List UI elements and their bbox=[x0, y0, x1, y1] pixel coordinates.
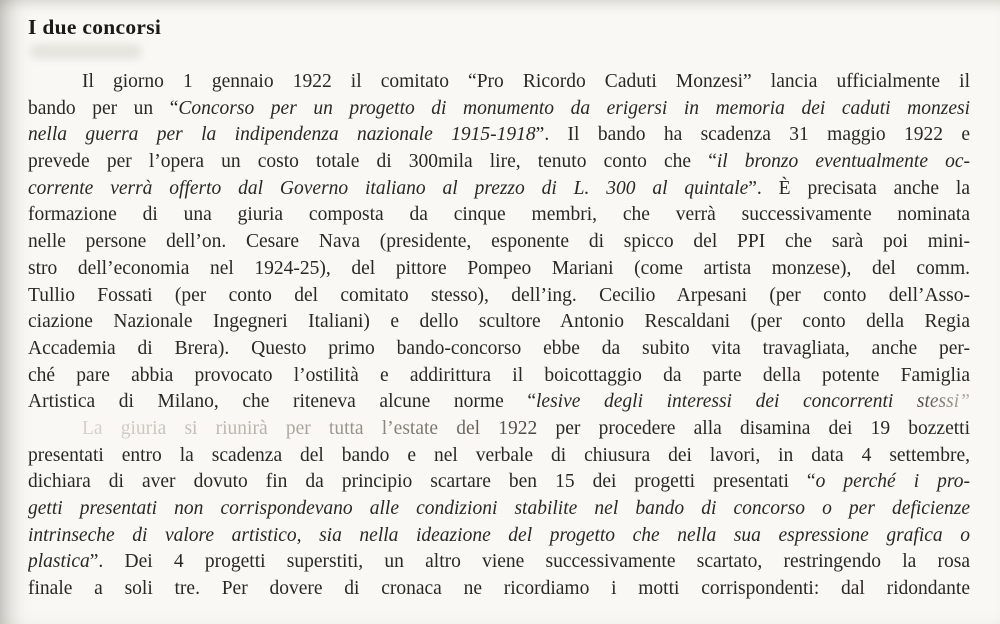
text-line bbox=[28, 336, 970, 363]
text-line bbox=[28, 176, 970, 203]
text-line bbox=[28, 309, 970, 336]
text-segment: Il giorno 1 gennaio 1922 il comitato “Pro Ricordo Caduti Monzesi” lancia ufficialmente il bbox=[82, 71, 970, 92]
text-line bbox=[28, 469, 970, 496]
text-line bbox=[28, 96, 970, 123]
faded-text-segment: La giuria si riunirà per tutta l’estate del 1922 bbox=[82, 417, 538, 439]
text-line bbox=[28, 549, 970, 576]
italic-text-segment: il bronzo eventualmente oc- bbox=[716, 151, 970, 173]
text-line bbox=[28, 496, 970, 523]
text-segment: ”. Dei 4 progetti superstiti, un altro viene successivamente scartato, restringendo la rosa bbox=[89, 551, 970, 573]
text-segment: dichiara di aver dovuto fin da principio scartare ben 15 dei progetti presentati “ bbox=[28, 471, 816, 493]
text-segment: bando per un “ bbox=[28, 97, 179, 119]
italic-text-segment: nella guerra per la indipendenza nazionale 1915-1918 bbox=[28, 124, 536, 146]
text-segment: ciazione Nazionale Ingegneri Italiani) e dello scultore Antonio Rescaldani (per conto della Regia bbox=[28, 311, 970, 333]
text-segment: formazione di una giuria composta da cinque membri, che verrà successivamente nominata bbox=[28, 204, 970, 226]
text-line bbox=[28, 283, 970, 310]
text-segment: ché pare abbia provocato l’ostilità e addirittura il boicottaggio da parte della potente Famiglia bbox=[28, 364, 970, 386]
text-segment: per procedere alla disamina dei 19 bozzetti bbox=[537, 417, 970, 439]
text-segment: presentati entro la scadenza del bando e nel verbale di chiusura dei lavori, in data 4 settembre, bbox=[28, 444, 970, 466]
text-segment: stro dell’economia nel 1924-25), del pittore Pompeo Mariani (come artista monzese), del comm. bbox=[28, 257, 970, 279]
text-segment: Artistica di Milano, che riteneva alcune norme “ bbox=[28, 391, 537, 413]
italic-text-segment: getti presentati non corrispondevano alle condizioni stabilite nel bando di concorso o per deficienze bbox=[28, 498, 970, 519]
ink-showthrough-smudge bbox=[30, 44, 142, 59]
text-line bbox=[28, 229, 970, 256]
text-line bbox=[28, 523, 970, 550]
text-line bbox=[28, 389, 970, 416]
paragraphs-container bbox=[28, 69, 970, 603]
text-segment: prevede per l’opera un costo totale di 300mila lire, tenuto conto che “ bbox=[28, 151, 717, 173]
text-line bbox=[28, 256, 970, 283]
italic-text-segment: o perché i pro- bbox=[815, 471, 970, 493]
italic-text-segment: lesive degli interessi dei concorrenti bbox=[536, 391, 917, 413]
text-line bbox=[28, 576, 970, 603]
text-segment: nelle persone dell’on. Cesare Nava (presidente, esponente di spicco del PPI che sarà poi mini- bbox=[28, 231, 970, 253]
text-line bbox=[28, 122, 970, 149]
faded-text-segment: stessi” bbox=[916, 391, 970, 413]
text-line bbox=[28, 443, 970, 470]
text-segment: Accademia di Brera). Questo primo bando-concorso ebbe da subito vita travagliata, anche per- bbox=[28, 337, 970, 359]
text-segment: ”. Il bando ha scadenza 31 maggio 1922 e bbox=[535, 124, 970, 146]
italic-text-segment: intrinseche di valore artistico, sia nella ideazione del progetto che nella sua espressione grafica o bbox=[28, 524, 970, 546]
text-segment: Tullio Fossati (per conto del comitato stesso), dell’ing. Cecilio Arpesani (per conto dell’Asso- bbox=[28, 284, 970, 306]
text-segment: ”. È precisata anche la bbox=[748, 177, 970, 199]
text-line bbox=[28, 69, 970, 96]
text-line bbox=[28, 416, 970, 443]
section-title: I due concorsi bbox=[28, 15, 162, 39]
italic-text-segment: Concorso per un progetto di monumento da erigersi in memoria dei caduti monzesi bbox=[178, 97, 970, 119]
text-line bbox=[28, 202, 970, 229]
text-segment: finale a soli tre. Per dovere di cronaca ne ricordiamo i motti corrispondenti: dal ridondante bbox=[28, 578, 970, 600]
text-line bbox=[28, 149, 970, 176]
italic-text-segment: corrente verrà offerto dal Governo italiano al prezzo di L. 300 al quintale bbox=[28, 177, 749, 199]
italic-text-segment: plastica bbox=[28, 551, 90, 573]
text-line bbox=[28, 363, 970, 390]
